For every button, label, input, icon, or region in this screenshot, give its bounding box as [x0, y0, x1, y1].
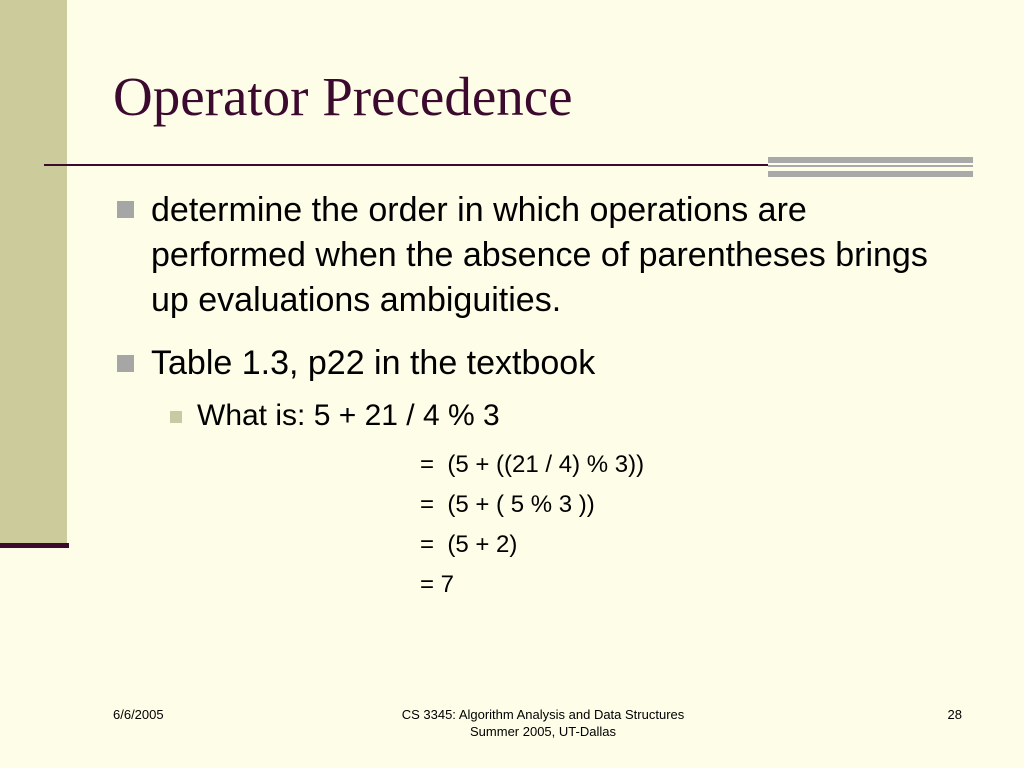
title-underline: [44, 164, 768, 166]
footer-course-term: Summer 2005, UT-Dallas: [470, 724, 616, 739]
footer-course-info: [300, 706, 786, 740]
title-rule-grey-bottom: [768, 171, 973, 177]
evaluation-step-1: = (5 + ((21 / 4) % 3)): [420, 451, 645, 478]
evaluation-result: = 7: [420, 571, 455, 598]
bullet-square-icon: [117, 201, 134, 218]
title-rule-grey-middle: [768, 165, 973, 167]
title-rule-grey-top: [768, 157, 973, 163]
bullet-text-table-reference: Table 1.3, p22 in the textbook: [151, 344, 596, 382]
footer-date: 6/6/2005: [113, 707, 164, 722]
left-decorative-band: [0, 0, 67, 545]
footer-course-title: CS 3345: Algorithm Analysis and Data Structures: [401, 707, 685, 722]
bullet-square-icon: [117, 355, 134, 372]
slide-number: 28: [947, 707, 962, 722]
slide-title: Operator Precedence: [113, 66, 573, 127]
evaluation-step-3: = (5 + 2): [420, 531, 518, 558]
bullet-text-definition: determine the order in which operations are performed when the absence of parentheses brings up evaluations ambiguities.: [151, 191, 928, 319]
evaluation-step-2: = (5 + ( 5 % 3 )): [420, 491, 595, 518]
sub-bullet-square-icon: [170, 411, 182, 423]
left-band-accent-line: [0, 543, 69, 548]
sub-bullet-text-question: What is: 5 + 21 / 4 % 3: [197, 399, 500, 432]
